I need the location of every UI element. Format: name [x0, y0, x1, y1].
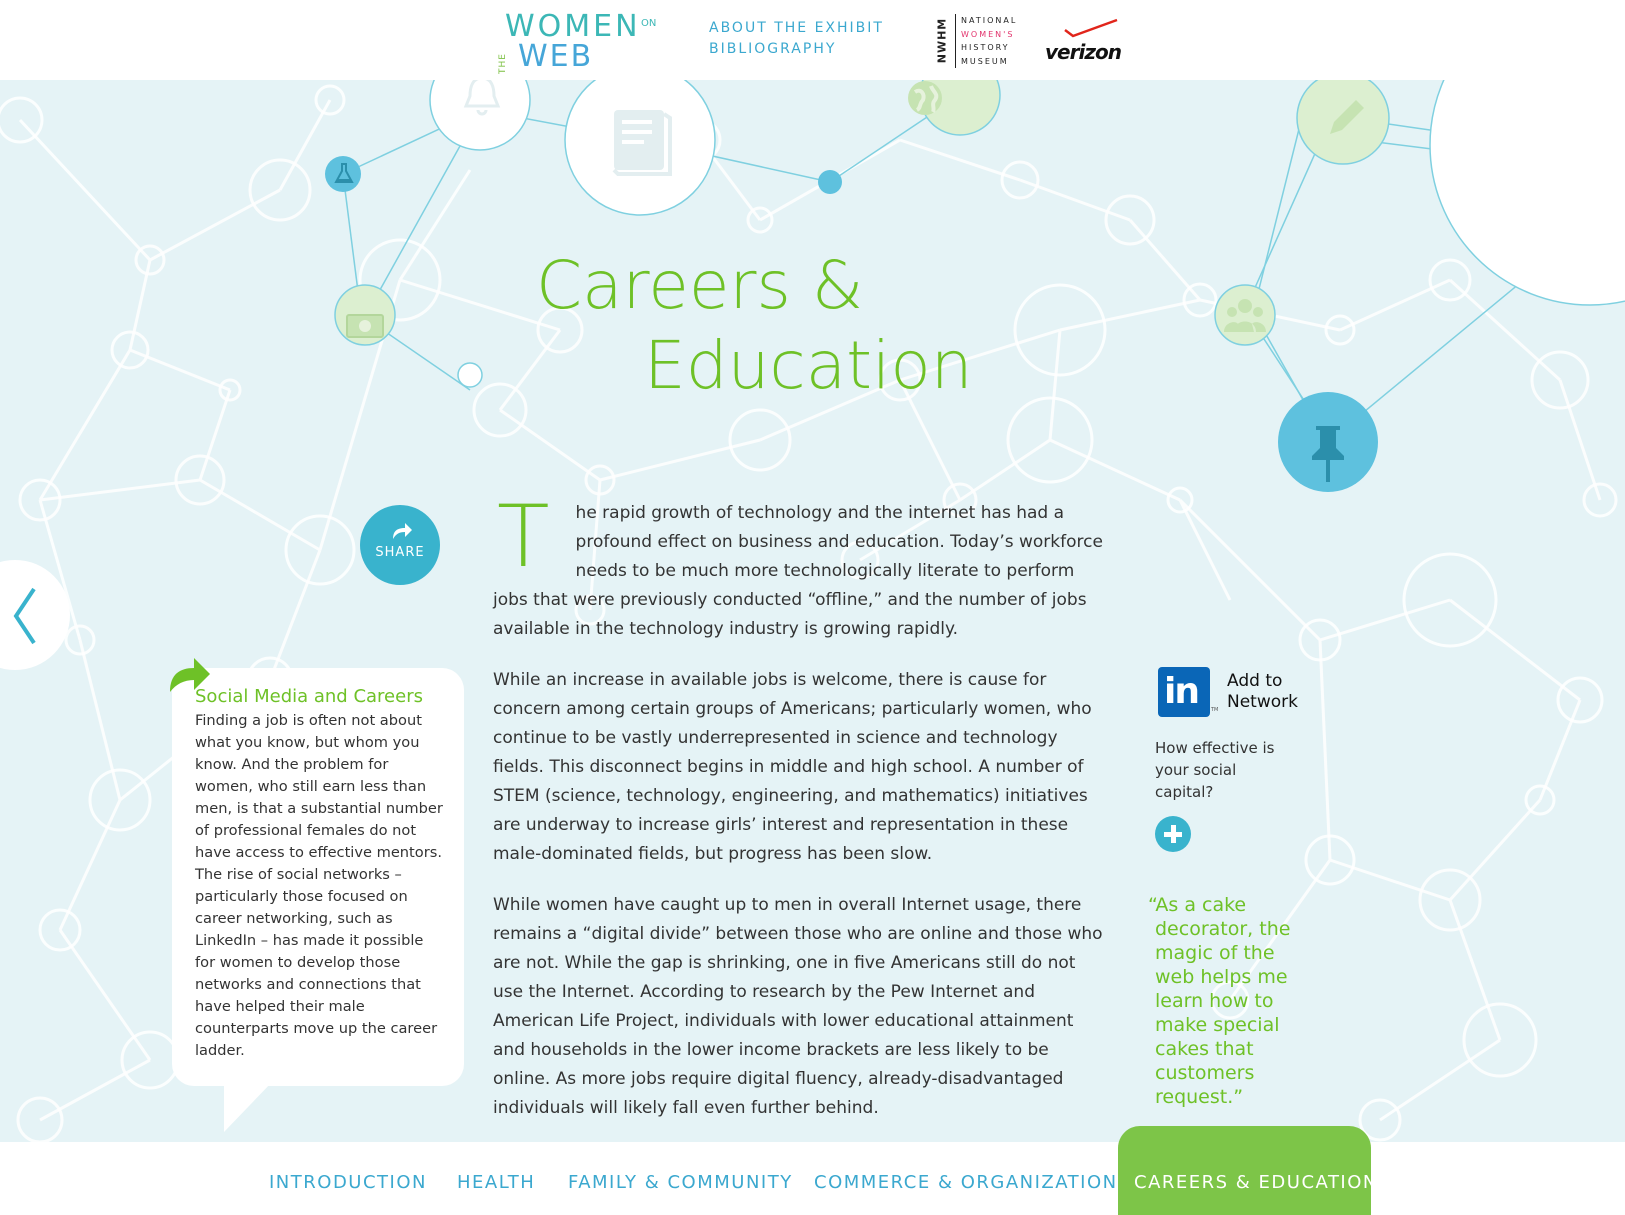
money-icon	[345, 313, 385, 339]
social-capital-question: How effective is your social capital?	[1155, 739, 1275, 801]
drop-cap: T	[497, 487, 550, 587]
share-button[interactable]	[360, 505, 440, 585]
tab-careers-education[interactable]: CAREERS & EDUCATION	[1134, 1172, 1378, 1193]
page-title	[536, 246, 973, 406]
group-icon	[1222, 296, 1268, 336]
testimonial-quote	[1148, 893, 1298, 1109]
chevron-left-icon	[10, 585, 40, 647]
book-icon	[604, 104, 680, 180]
add-to-network-link[interactable]: Add to Network	[1227, 671, 1298, 712]
tab-family-community[interactable]: FAMILY & COMMUNITY	[568, 1172, 793, 1193]
bibliography-link[interactable]: BIBLIOGRAPHY	[709, 41, 837, 57]
nwhm-stamp: NWHM	[935, 17, 949, 64]
title-line-1: Careers &	[536, 247, 864, 324]
callout-title: Social Media and Careers	[195, 686, 423, 707]
plus-icon[interactable]	[1155, 816, 1191, 852]
callout-body: Finding a job is often not about what you know, but whom you know. And the problem for women, who still earn less than men, is that a substantial number of professional females do not have access to effective mentors. The rise of social networks – particularly those focused on career networking, such as LinkedIn – has made it possible for women to develop those networks and connections that have helped their male counterparts move up the career ladder.	[195, 712, 443, 1059]
quote-text: “As a cake decorator, the magic of the web helps me learn how to make special cakes that customers request.”	[1148, 894, 1291, 1108]
logo-web: WEB	[518, 39, 594, 74]
linkedin-trademark: TM	[1211, 707, 1219, 713]
nwhm-divider	[955, 14, 956, 68]
pushpin-icon	[1306, 422, 1350, 486]
logo-women: WOMEN	[505, 9, 641, 44]
pencil-icon	[1322, 94, 1370, 142]
callout-tail	[224, 1082, 272, 1132]
about-the-exhibit-link[interactable]: ABOUT THE EXHIBIT	[709, 20, 884, 36]
tab-commerce-organization[interactable]: COMMERCE & ORGANIZATION	[814, 1172, 1118, 1193]
linkedin-icon[interactable]: in	[1158, 667, 1210, 717]
logo-on: ON	[641, 18, 657, 29]
verizon-wordmark: verizon	[1045, 40, 1121, 64]
globe-icon	[905, 78, 945, 118]
article-paragraph-3: While women have caught up to men in overall Internet usage, there remains a “digital divide” between those who are online and those who are not. While the gap is shrinking, one in five Americans still do not use the Internet. According to research by the Pew Internet and American Life Project, individuals with lower educational attainment and households in the lower income brackets are less likely to be online. As more jobs require digital fluency, already-disadvantaged individuals will likely fall even further behind.	[493, 895, 1103, 1118]
share-arrow-icon	[389, 519, 413, 541]
site-header	[0, 0, 1625, 80]
nwhm-name: NATIONAL WOMEN'S HISTORY MUSEUM	[961, 16, 1018, 66]
title-line-2: Education	[644, 327, 973, 404]
tab-health[interactable]: HEALTH	[457, 1172, 536, 1193]
article-paragraph-2: While an increase in available jobs is welcome, there is cause for concern among certain groups of Americans; particularly women, who continue to be vastly underrepresented in science and technology fields. This disconnect begins in middle and high school. A number of STEM (science, technology, engineering, and mathematics) initiatives are underway to increase girls’ interest and representation in these male-dominated fields, but progress has been slow.	[493, 670, 1092, 864]
active-tab-background	[1118, 1126, 1371, 1215]
social-media-careers-callout	[172, 668, 464, 1086]
women-on-the-web-logo[interactable]	[500, 8, 660, 72]
tab-introduction[interactable]: INTRODUCTION	[269, 1172, 427, 1193]
article-body	[493, 487, 1108, 1145]
nwhm-logo[interactable]	[937, 12, 1027, 68]
section-nav	[0, 1142, 1625, 1215]
header-nav	[709, 18, 884, 60]
flask-icon	[333, 162, 355, 186]
verizon-logo[interactable]	[1043, 18, 1123, 66]
article-paragraph-1: T he rapid growth of technology and the internet has had a profound effect on business and education. Today’s workforce needs to be much more technologically literate to perform jobs that were previously conducted “offline,” and the number of jobs available in the technology industry is growing rapidly.	[493, 487, 1103, 639]
verizon-check-icon	[1061, 18, 1119, 38]
bell-icon	[462, 74, 502, 118]
logo-the: THE	[498, 53, 508, 74]
share-label: SHARE	[375, 545, 425, 560]
